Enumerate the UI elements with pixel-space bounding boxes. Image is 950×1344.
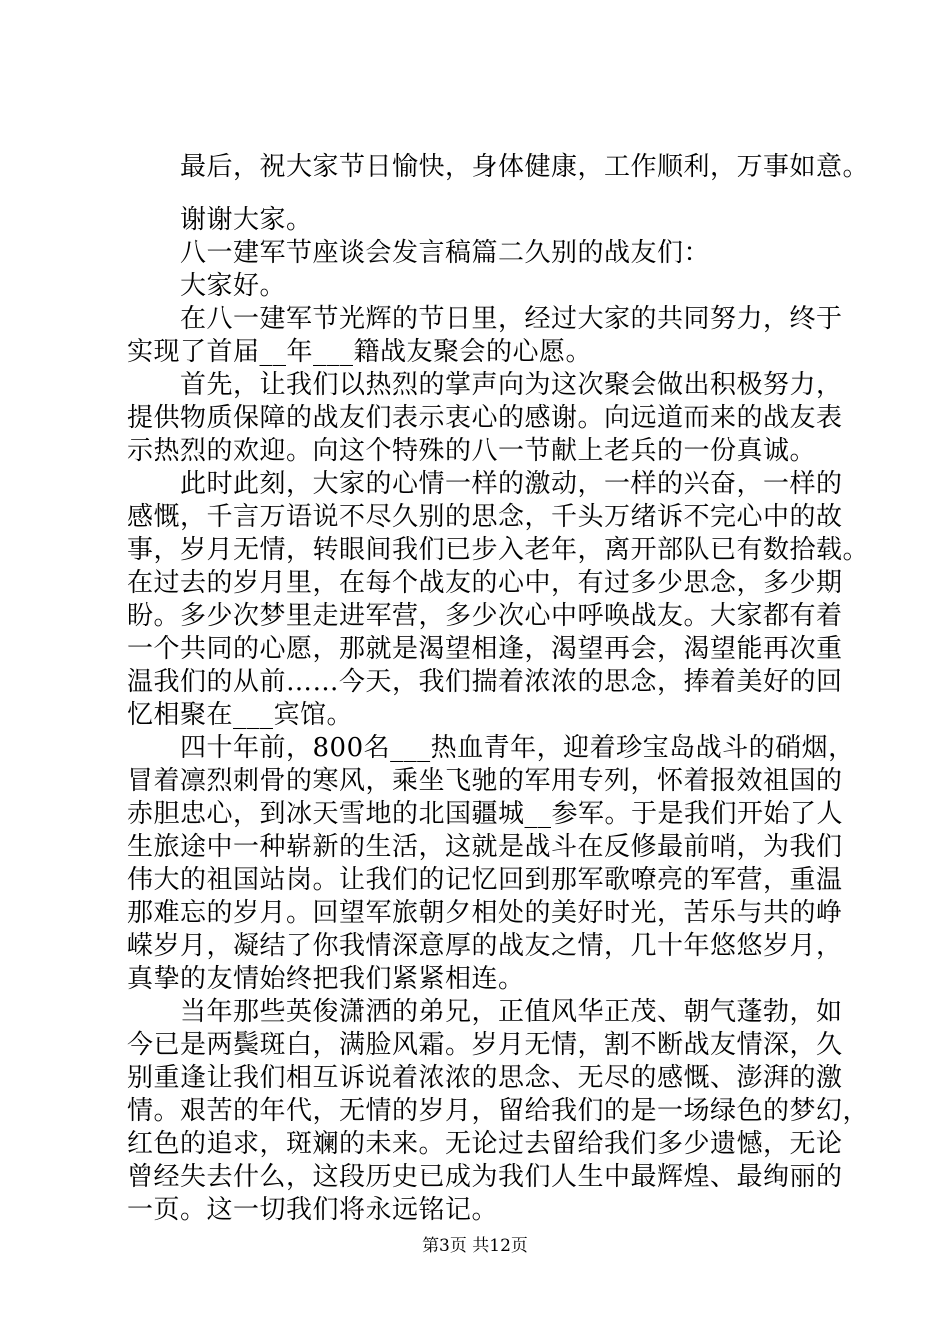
heading-line: 八一建军节座谈会发言稿篇二久别的战友们： <box>180 238 711 268</box>
paragraph-line: 曾经失去什么，这段历史已成为我们人生中最辉煌、最绚丽的 <box>127 1162 843 1192</box>
paragraph-line: 赤胆忠心，到冰天雪地的北国疆城__参军。于是我们开始了人 <box>127 799 844 829</box>
paragraph-line: 示热烈的欢迎。向这个特殊的八一节献上老兵的一份真诚。 <box>127 436 817 466</box>
paragraph-line: 在八一建军节光辉的节日里，经过大家的共同努力，终于 <box>180 304 843 334</box>
page-number: 第3页 共12页 <box>422 1236 528 1256</box>
paragraph-line: 感慨，千言万语说不尽久别的思念，千头万绪诉不完心中的故 <box>127 502 843 532</box>
paragraph-line: 伟大的祖国站岗。让我们的记忆回到那军歌嘹亮的军营，重温 <box>127 865 843 895</box>
paragraph-line: 谢谢大家。 <box>180 205 313 235</box>
paragraph-line: 那难忘的岁月。回望军旅朝夕相处的美好时光，苦乐与共的峥 <box>127 898 843 928</box>
paragraph-line: 在过去的岁月里，在每个战友的心中，有过多少思念，多少期 <box>127 568 843 598</box>
paragraph-line: 当年那些英俊潇洒的弟兄，正值风华正茂、朝气蓬勃，如 <box>180 997 843 1027</box>
paragraph-line: 嵘岁月，凝结了你我情深意厚的战友之情，几十年悠悠岁月， <box>127 931 843 961</box>
paragraph-line: 情。艰苦的年代，无情的岁月，留给我们的是一场绿色的梦幻， <box>127 1096 870 1126</box>
paragraph-line: 温我们的从前……今天，我们揣着浓浓的思念，捧着美好的回 <box>127 667 843 697</box>
paragraph-line: 提供物质保障的战友们表示衷心的感谢。向远道而来的战友表 <box>127 403 843 433</box>
paragraph-line: 盼。多少次梦里走进军营，多少次心中呼唤战友。大家都有着 <box>127 601 843 631</box>
paragraph-line: 此时此刻，大家的心情一样的激动，一样的兴奋，一样的 <box>180 469 843 499</box>
paragraph-line: 实现了首届__年___籍战友聚会的心愿。 <box>127 337 593 367</box>
paragraph-line: 真挚的友情始终把我们紧紧相连。 <box>127 964 525 994</box>
paragraph-line: 大家好。 <box>180 271 287 301</box>
paragraph-line: 事，岁月无情，转眼间我们已步入老年，离开部队已有数拾载。 <box>127 535 870 565</box>
paragraph-line: 今已是两鬓斑白，满脸风霜。岁月无情，割不断战友情深，久 <box>127 1030 843 1060</box>
paragraph-line: 一个共同的心愿，那就是渴望相逢，渴望再会，渴望能再次重 <box>127 634 843 664</box>
paragraph-line: 冒着凛烈刺骨的寒风，乘坐飞驰的军用专列，怀着报效祖国的 <box>127 766 843 796</box>
paragraph-line: 别重逢让我们相互诉说着浓浓的思念、无尽的感慨、澎湃的激 <box>127 1063 843 1093</box>
paragraph-line: 忆相聚在___宾馆。 <box>127 700 354 730</box>
paragraph-line: 首先，让我们以热烈的掌声向为这次聚会做出积极努力， <box>180 370 843 400</box>
paragraph-line-last: 一页。这一切我们将永远铭记。 <box>127 1195 499 1225</box>
paragraph-line: 最后，祝大家节日愉快，身体健康，工作顺利，万事如意。 <box>180 152 870 182</box>
paragraph-line: 生旅途中一种崭新的生活，这就是战斗在反修最前哨，为我们 <box>127 832 843 862</box>
paragraph-line: 红色的追求，斑斓的未来。无论过去留给我们多少遗憾，无论 <box>127 1129 843 1159</box>
paragraph-line: 四十年前，800名___热血青年，迎着珍宝岛战斗的硝烟， <box>180 733 855 763</box>
